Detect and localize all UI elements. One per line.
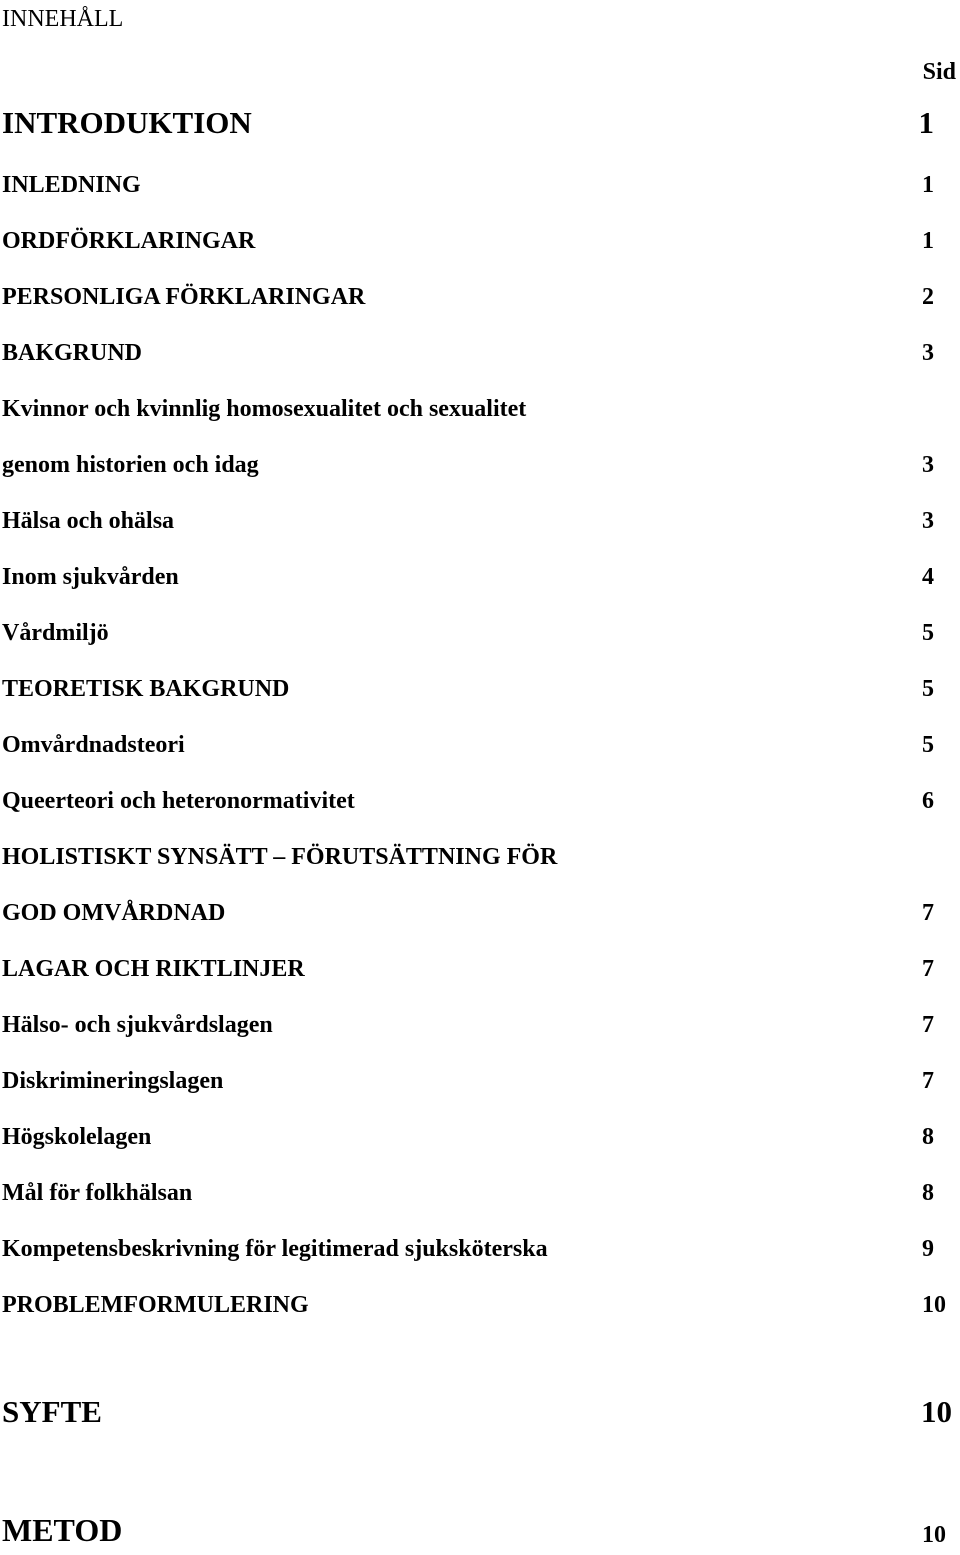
toc-entry-page: 5 [922,732,934,758]
toc-entry-page: 1 [918,105,934,140]
toc-entry-title: METOD [2,1512,123,1548]
toc-entry-title: ORDFÖRKLARINGAR [2,228,256,254]
toc-entry-vardmiljo[interactable] [0,613,960,653]
toc-entry-title: genom historien och idag [2,452,259,478]
toc-heading: INNEHÅLL [2,6,124,32]
toc-entry-teoretisk-bakgrund[interactable] [0,669,960,709]
toc-entry-inledning[interactable] [0,165,960,205]
toc-entry-title: LAGAR OCH RIKTLINJER [2,956,305,982]
toc-entry-title: Kompetensbeskrivning för legitimerad sjuksköterska [2,1236,548,1262]
toc-entry-title: PROBLEMFORMULERING [2,1292,309,1318]
toc-entry-introduktion[interactable] [0,107,960,147]
toc-entry-page: 2 [922,284,934,310]
toc-entry-page: 5 [922,620,934,646]
toc-entry-title: Hälso- och sjukvårdslagen [2,1012,273,1038]
toc-entry-title: GOD OMVÅRDNAD [2,900,226,926]
page-column-label: Sid [922,59,956,85]
toc-entry-title: Mål för folkhälsan [2,1180,193,1206]
toc-entry-page: 10 [922,1292,946,1318]
toc-entry-page: 4 [922,564,934,590]
toc-entry-title: Inom sjukvården [2,564,179,590]
toc-entry-lagar[interactable] [0,949,960,989]
toc-entry-folkhalsan[interactable] [0,1173,960,1213]
toc-entry-page: 1 [922,228,934,254]
toc-entry-page: 5 [922,676,934,702]
toc-entry-page: 3 [922,452,934,478]
toc-entry-metod[interactable] [0,1512,960,1555]
toc-entry-title: TEORETISK BAKGRUND [2,676,290,702]
toc-entry-page: 8 [922,1180,934,1206]
toc-entry-holistiskt[interactable] [0,837,960,877]
toc-entry-page: 10 [922,1522,946,1548]
toc-entry-ordforklaringar[interactable] [0,221,960,261]
toc-entry-personliga-forklaringar[interactable] [0,277,960,317]
toc-entry-title: Hälsa och ohälsa [2,508,175,534]
toc-entry-title: INTRODUKTION [2,105,252,140]
toc-entry-title: INLEDNING [2,172,141,198]
toc-entry-omvardnadsteori[interactable] [0,725,960,765]
toc-entry-page: 7 [922,900,934,926]
toc-entry-title: Vårdmiljö [2,620,109,646]
toc-entry-title: Queerteori och heteronormativitet [2,788,355,814]
toc-entry-page: 7 [922,956,934,982]
toc-entry-page: 6 [922,788,934,814]
toc-entry-page: 3 [922,340,934,366]
toc-entry-god-omvardnad[interactable] [0,893,960,933]
toc-entry-page: 10 [921,1394,952,1429]
toc-entry-syfte[interactable] [0,1396,960,1436]
toc-entry-title: Kvinnor och kvinnlig homosexualitet och sexualitet [2,396,527,422]
toc-entry-halso-sjukvardslagen[interactable] [0,1005,960,1045]
toc-entry-hogskolelagen[interactable] [0,1117,960,1157]
toc-entry-problemformulering[interactable] [0,1285,960,1325]
toc-entry-queerteori[interactable] [0,781,960,821]
toc-entry-title: Omvårdnadsteori [2,732,185,758]
toc-entry-title: BAKGRUND [2,340,143,366]
toc-entry-page: 7 [922,1012,934,1038]
toc-entry-page: 3 [922,508,934,534]
toc-entry-title: Diskrimineringslagen [2,1068,224,1094]
toc-entry-sjukvarden[interactable] [0,557,960,597]
toc-entry-title: Högskolelagen [2,1124,152,1150]
toc-entry-diskrimineringslagen[interactable] [0,1061,960,1101]
toc-entry-page: 1 [922,172,934,198]
toc-entry-halsa[interactable] [0,501,960,541]
toc-entry-title: SYFTE [2,1394,102,1429]
toc-entry-bakgrund[interactable] [0,333,960,373]
toc-entry-kvinnor[interactable] [0,389,960,429]
toc-entry-title: HOLISTISKT SYNSÄTT – FÖRUTSÄTTNING FÖR [2,844,558,870]
toc-entry-historien[interactable] [0,445,960,485]
toc-entry-page: 7 [922,1068,934,1094]
toc-entry-page: 9 [922,1236,934,1262]
toc-entry-kompetensbeskrivning[interactable] [0,1229,960,1269]
toc-entry-title: PERSONLIGA FÖRKLARINGAR [2,284,366,310]
toc-entry-page: 8 [922,1124,934,1150]
